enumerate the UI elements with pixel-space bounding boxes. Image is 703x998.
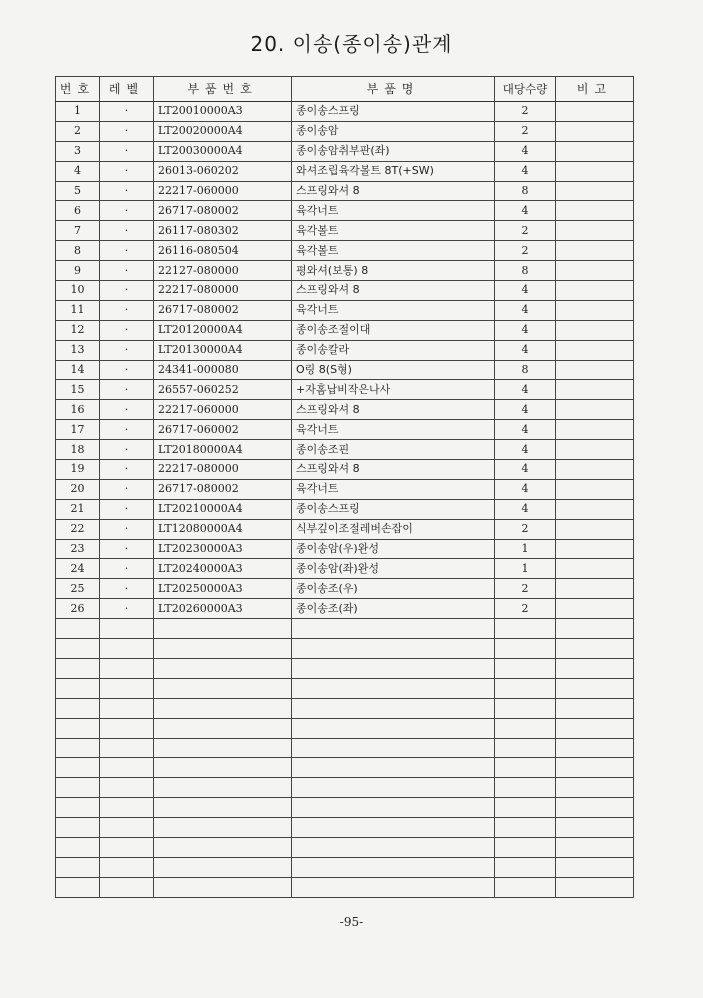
- row-remarks: [556, 619, 634, 639]
- header-remarks: 비고: [556, 77, 634, 102]
- row-part-number: 26717-060002: [154, 420, 292, 440]
- row-level: ·: [100, 579, 154, 599]
- row-part-name: 스프링와셔 8: [292, 181, 495, 201]
- row-part-number: 26717-080002: [154, 201, 292, 221]
- row-level: ·: [100, 519, 154, 539]
- row-part-number: [154, 658, 292, 678]
- row-remarks: [556, 798, 634, 818]
- row-quantity: 4: [495, 380, 556, 400]
- row-remarks: [556, 639, 634, 659]
- row-part-number: [154, 698, 292, 718]
- row-quantity: [495, 798, 556, 818]
- row-remarks: [556, 539, 634, 559]
- table-row: [56, 440, 634, 460]
- row-part-name: [292, 639, 495, 659]
- row-level: ·: [100, 281, 154, 301]
- row-remarks: [556, 678, 634, 698]
- row-remarks: [556, 102, 634, 122]
- row-part-number: 26717-080002: [154, 300, 292, 320]
- row-part-name: 종이송조핀: [292, 440, 495, 460]
- table-row: [56, 818, 634, 838]
- row-part-number: [154, 718, 292, 738]
- row-quantity: 2: [495, 519, 556, 539]
- row-level: ·: [100, 559, 154, 579]
- row-quantity: 4: [495, 440, 556, 460]
- row-remarks: [556, 161, 634, 181]
- row-remarks: [556, 340, 634, 360]
- row-level: [100, 619, 154, 639]
- row-level: ·: [100, 479, 154, 499]
- row-level: [100, 738, 154, 758]
- row-part-name: 육각너트: [292, 420, 495, 440]
- row-number: 10: [56, 281, 100, 301]
- table-row: [56, 380, 634, 400]
- row-number: [56, 818, 100, 838]
- row-number: 1: [56, 102, 100, 122]
- row-quantity: 1: [495, 539, 556, 559]
- row-remarks: [556, 778, 634, 798]
- row-part-number: 24341-000080: [154, 360, 292, 380]
- row-number: [56, 837, 100, 857]
- row-level: ·: [100, 599, 154, 619]
- row-part-name: 종이송스프링: [292, 499, 495, 519]
- row-part-number: 26116-080504: [154, 241, 292, 261]
- row-part-number: LT20250000A3: [154, 579, 292, 599]
- row-number: [56, 778, 100, 798]
- row-level: ·: [100, 340, 154, 360]
- row-remarks: [556, 519, 634, 539]
- row-remarks: [556, 241, 634, 261]
- row-number: 13: [56, 340, 100, 360]
- row-quantity: [495, 738, 556, 758]
- row-quantity: 8: [495, 360, 556, 380]
- table-header-row: [56, 77, 634, 102]
- row-quantity: 4: [495, 281, 556, 301]
- row-remarks: [556, 479, 634, 499]
- row-remarks: [556, 281, 634, 301]
- table-row: [56, 877, 634, 897]
- table-row: [56, 479, 634, 499]
- row-remarks: [556, 181, 634, 201]
- table-row: [56, 778, 634, 798]
- row-part-number: 22217-080000: [154, 281, 292, 301]
- row-number: [56, 678, 100, 698]
- row-number: 17: [56, 420, 100, 440]
- row-part-number: LT20180000A4: [154, 440, 292, 460]
- row-part-name: 육각볼트: [292, 221, 495, 241]
- row-number: 24: [56, 559, 100, 579]
- table-row: [56, 261, 634, 281]
- row-number: 19: [56, 460, 100, 480]
- row-quantity: [495, 718, 556, 738]
- row-part-name: 평와셔(보통) 8: [292, 261, 495, 281]
- row-quantity: [495, 778, 556, 798]
- row-number: 26: [56, 599, 100, 619]
- table-row: [56, 857, 634, 877]
- row-level: ·: [100, 420, 154, 440]
- row-part-number: LT20020000A4: [154, 121, 292, 141]
- row-part-number: LT20130000A4: [154, 340, 292, 360]
- row-part-number: [154, 877, 292, 897]
- row-part-number: 22127-080000: [154, 261, 292, 281]
- row-remarks: [556, 818, 634, 838]
- row-number: [56, 798, 100, 818]
- row-part-number: LT20230000A3: [154, 539, 292, 559]
- row-quantity: [495, 837, 556, 857]
- row-part-number: [154, 798, 292, 818]
- row-number: 7: [56, 221, 100, 241]
- row-remarks: [556, 141, 634, 161]
- header-level: 레벨: [100, 77, 154, 102]
- row-level: ·: [100, 181, 154, 201]
- row-level: ·: [100, 360, 154, 380]
- row-part-name: [292, 877, 495, 897]
- row-part-name: 종이송칼라: [292, 340, 495, 360]
- row-part-name: O링 8(S형): [292, 360, 495, 380]
- table-row: [56, 798, 634, 818]
- row-quantity: 4: [495, 460, 556, 480]
- row-number: 25: [56, 579, 100, 599]
- row-part-name: [292, 698, 495, 718]
- table-row: [56, 221, 634, 241]
- row-level: ·: [100, 440, 154, 460]
- table-row: [56, 320, 634, 340]
- row-part-name: +자홈납비작은나사: [292, 380, 495, 400]
- table-row: [56, 181, 634, 201]
- row-part-name: [292, 619, 495, 639]
- page-title: 20. 이송(종이송)관계: [250, 32, 453, 56]
- table-row: [56, 281, 634, 301]
- row-part-number: [154, 857, 292, 877]
- table-row: [56, 241, 634, 261]
- row-part-number: LT20120000A4: [154, 320, 292, 340]
- row-number: [56, 877, 100, 897]
- row-part-name: [292, 718, 495, 738]
- row-number: 4: [56, 161, 100, 181]
- row-number: 16: [56, 400, 100, 420]
- row-part-number: [154, 778, 292, 798]
- row-quantity: 8: [495, 181, 556, 201]
- row-quantity: 2: [495, 599, 556, 619]
- row-remarks: [556, 559, 634, 579]
- row-part-name: 종이송암: [292, 121, 495, 141]
- row-number: 11: [56, 300, 100, 320]
- row-part-number: 26717-080002: [154, 479, 292, 499]
- row-part-name: 스프링와셔 8: [292, 460, 495, 480]
- row-level: [100, 639, 154, 659]
- table-row: [56, 678, 634, 698]
- row-part-name: [292, 758, 495, 778]
- row-number: [56, 758, 100, 778]
- row-part-number: LT20010000A3: [154, 102, 292, 122]
- row-part-number: 26013-060202: [154, 161, 292, 181]
- row-remarks: [556, 360, 634, 380]
- row-level: ·: [100, 539, 154, 559]
- row-remarks: [556, 718, 634, 738]
- table-row: [56, 539, 634, 559]
- row-remarks: [556, 300, 634, 320]
- row-number: [56, 619, 100, 639]
- row-part-name: [292, 738, 495, 758]
- row-level: [100, 877, 154, 897]
- table-row: [56, 161, 634, 181]
- row-number: 9: [56, 261, 100, 281]
- row-part-number: 22217-060000: [154, 400, 292, 420]
- row-part-name: 와셔조립육각볼트 8T(+SW): [292, 161, 495, 181]
- row-part-number: [154, 818, 292, 838]
- row-number: [56, 738, 100, 758]
- row-quantity: 4: [495, 420, 556, 440]
- row-quantity: 4: [495, 300, 556, 320]
- row-quantity: [495, 619, 556, 639]
- row-part-number: [154, 738, 292, 758]
- row-part-number: LT20030000A4: [154, 141, 292, 161]
- row-part-number: [154, 837, 292, 857]
- table-row: [56, 639, 634, 659]
- row-remarks: [556, 221, 634, 241]
- table-row: [56, 658, 634, 678]
- row-quantity: 4: [495, 201, 556, 221]
- row-number: 5: [56, 181, 100, 201]
- row-number: 3: [56, 141, 100, 161]
- row-part-name: 종이송조(우): [292, 579, 495, 599]
- row-level: ·: [100, 499, 154, 519]
- row-remarks: [556, 320, 634, 340]
- row-quantity: [495, 857, 556, 877]
- row-part-name: 종이송조절이대: [292, 320, 495, 340]
- row-part-number: LT20260000A3: [154, 599, 292, 619]
- table-row: [56, 300, 634, 320]
- table-row: [56, 837, 634, 857]
- table-row: [56, 718, 634, 738]
- row-remarks: [556, 837, 634, 857]
- row-quantity: 2: [495, 221, 556, 241]
- row-remarks: [556, 599, 634, 619]
- row-level: [100, 678, 154, 698]
- page-number: -95-: [339, 915, 364, 929]
- row-part-number: [154, 619, 292, 639]
- row-part-name: 육각볼트: [292, 241, 495, 261]
- table-row: [56, 420, 634, 440]
- row-remarks: [556, 460, 634, 480]
- row-number: 2: [56, 121, 100, 141]
- row-quantity: [495, 758, 556, 778]
- row-quantity: [495, 658, 556, 678]
- row-level: ·: [100, 221, 154, 241]
- row-part-number: [154, 678, 292, 698]
- row-number: [56, 658, 100, 678]
- row-number: 23: [56, 539, 100, 559]
- table-row: [56, 201, 634, 221]
- row-number: 15: [56, 380, 100, 400]
- row-level: ·: [100, 141, 154, 161]
- row-remarks: [556, 121, 634, 141]
- row-part-number: LT12080000A4: [154, 519, 292, 539]
- row-number: [56, 718, 100, 738]
- row-part-name: 종이송암취부판(좌): [292, 141, 495, 161]
- row-part-number: [154, 639, 292, 659]
- row-quantity: 4: [495, 141, 556, 161]
- row-number: 12: [56, 320, 100, 340]
- row-quantity: [495, 678, 556, 698]
- row-remarks: [556, 380, 634, 400]
- row-remarks: [556, 420, 634, 440]
- row-part-name: [292, 778, 495, 798]
- row-level: [100, 818, 154, 838]
- row-quantity: [495, 698, 556, 718]
- row-level: ·: [100, 300, 154, 320]
- parts-table-body: [56, 102, 634, 898]
- row-part-name: [292, 658, 495, 678]
- row-level: [100, 758, 154, 778]
- row-quantity: 1: [495, 559, 556, 579]
- row-part-name: [292, 857, 495, 877]
- row-remarks: [556, 579, 634, 599]
- row-number: 14: [56, 360, 100, 380]
- row-part-number: 26557-060252: [154, 380, 292, 400]
- row-quantity: 2: [495, 241, 556, 261]
- row-level: ·: [100, 161, 154, 181]
- row-quantity: [495, 639, 556, 659]
- row-level: [100, 798, 154, 818]
- row-level: ·: [100, 102, 154, 122]
- row-remarks: [556, 857, 634, 877]
- row-level: ·: [100, 201, 154, 221]
- table-row: [56, 579, 634, 599]
- table-row: [56, 738, 634, 758]
- row-part-name: 종이송조(좌): [292, 599, 495, 619]
- table-row: [56, 499, 634, 519]
- row-part-name: 종이송암(좌)완성: [292, 559, 495, 579]
- row-remarks: [556, 738, 634, 758]
- row-part-number: 22217-080000: [154, 460, 292, 480]
- row-remarks: [556, 499, 634, 519]
- row-part-number: LT20210000A4: [154, 499, 292, 519]
- row-part-name: 식부깊이조절레버손잡이: [292, 519, 495, 539]
- row-level: ·: [100, 261, 154, 281]
- header-quantity: 대당수량: [495, 77, 556, 102]
- row-part-name: 스프링와셔 8: [292, 281, 495, 301]
- header-part-name: 부품명: [292, 77, 495, 102]
- row-part-name: 육각너트: [292, 201, 495, 221]
- row-number: 22: [56, 519, 100, 539]
- row-part-name: [292, 818, 495, 838]
- table-row: [56, 619, 634, 639]
- row-number: 20: [56, 479, 100, 499]
- row-part-name: 종이송스프링: [292, 102, 495, 122]
- row-remarks: [556, 698, 634, 718]
- row-remarks: [556, 400, 634, 420]
- row-part-number: 22217-060000: [154, 181, 292, 201]
- row-part-name: 스프링와셔 8: [292, 400, 495, 420]
- table-row: [56, 559, 634, 579]
- table-row: [56, 460, 634, 480]
- header-part-number: 부품번호: [154, 77, 292, 102]
- table-row: [56, 360, 634, 380]
- row-part-number: 26117-080302: [154, 221, 292, 241]
- row-quantity: 4: [495, 340, 556, 360]
- row-level: ·: [100, 380, 154, 400]
- row-part-name: 육각너트: [292, 479, 495, 499]
- row-remarks: [556, 877, 634, 897]
- row-number: [56, 639, 100, 659]
- row-level: [100, 778, 154, 798]
- row-quantity: 8: [495, 261, 556, 281]
- row-part-name: 육각너트: [292, 300, 495, 320]
- row-level: [100, 718, 154, 738]
- row-part-number: LT20240000A3: [154, 559, 292, 579]
- parts-list-table: [55, 76, 634, 898]
- row-remarks: [556, 758, 634, 778]
- row-level: [100, 658, 154, 678]
- row-remarks: [556, 658, 634, 678]
- row-quantity: 4: [495, 479, 556, 499]
- row-quantity: 4: [495, 320, 556, 340]
- row-number: [56, 857, 100, 877]
- row-level: [100, 837, 154, 857]
- row-level: ·: [100, 121, 154, 141]
- row-number: 8: [56, 241, 100, 261]
- row-part-name: 종이송암(우)완성: [292, 539, 495, 559]
- row-quantity: [495, 877, 556, 897]
- table-row: [56, 519, 634, 539]
- row-number: [56, 698, 100, 718]
- row-level: ·: [100, 460, 154, 480]
- table-row: [56, 340, 634, 360]
- table-row: [56, 599, 634, 619]
- row-quantity: 4: [495, 161, 556, 181]
- row-level: ·: [100, 320, 154, 340]
- table-row: [56, 141, 634, 161]
- row-remarks: [556, 201, 634, 221]
- row-remarks: [556, 440, 634, 460]
- row-quantity: 2: [495, 579, 556, 599]
- row-number: 6: [56, 201, 100, 221]
- row-part-number: [154, 758, 292, 778]
- row-number: 21: [56, 499, 100, 519]
- row-level: ·: [100, 241, 154, 261]
- row-remarks: [556, 261, 634, 281]
- row-quantity: [495, 818, 556, 838]
- table-row: [56, 698, 634, 718]
- row-number: 18: [56, 440, 100, 460]
- table-row: [56, 400, 634, 420]
- row-level: ·: [100, 400, 154, 420]
- row-quantity: 2: [495, 121, 556, 141]
- row-part-name: [292, 837, 495, 857]
- table-row: [56, 758, 634, 778]
- row-quantity: 4: [495, 499, 556, 519]
- row-level: [100, 857, 154, 877]
- row-quantity: 4: [495, 400, 556, 420]
- table-row: [56, 102, 634, 122]
- row-part-name: [292, 678, 495, 698]
- row-level: [100, 698, 154, 718]
- row-quantity: 2: [495, 102, 556, 122]
- header-no: 번호: [56, 77, 100, 102]
- row-part-name: [292, 798, 495, 818]
- table-row: [56, 121, 634, 141]
